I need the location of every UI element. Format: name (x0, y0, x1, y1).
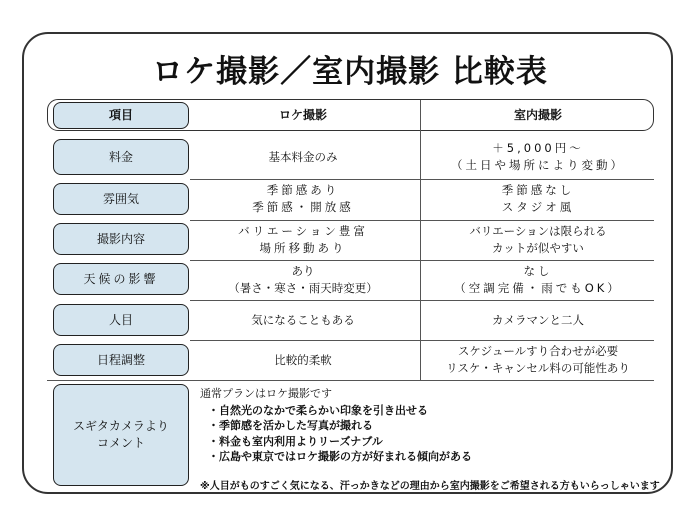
row-price-location: 基本料金のみ (268, 149, 338, 164)
row-content-location: バリエーション豊富 場所移動あり (238, 224, 368, 255)
comment-bullet: ・季節感を活かした写真が撮れる (208, 419, 373, 432)
row-divider (47, 380, 654, 381)
comment-block (200, 386, 665, 494)
comment-intro: 通常プランはロケ撮影です (200, 387, 332, 400)
comment-label: スギタカメラより コメント (53, 384, 189, 486)
header-location-shoot: ロケ撮影 (278, 108, 327, 122)
row-weather-indoor: なし （空調完備・雨でもOK） (454, 264, 622, 295)
row-weather-location: あり （暑さ・寒さ・雨天時変更） (228, 264, 378, 295)
comment-bullet: ・自然光のなかで柔らかい印象を引き出せる (208, 403, 428, 417)
row-atmosphere-location: 季節感あり 季節感・開放感 (252, 183, 354, 214)
page-title: ロケ撮影／室内撮影 比較表 (152, 54, 548, 90)
row-atmosphere-indoor: 季節感なし スタジオ風 (501, 183, 575, 214)
comment-bullet: ・料金も室内利用よりリーズナブル (208, 434, 383, 448)
row-schedule-indoor: スケジュールすり合わせが必要 リスケ・キャンセル料の可能性あり (446, 344, 630, 375)
column-divider (420, 100, 421, 380)
row-label-price: 料金 (53, 139, 189, 175)
row-label-weather: 天候の影響 (53, 263, 189, 295)
row-label-content: 撮影内容 (53, 223, 189, 255)
row-price-indoor: ＋5,000円〜 （土日や場所により変動） (451, 141, 625, 172)
row-public-eye-location: 気になることもある (251, 312, 355, 327)
row-label-public-eye: 人目 (53, 304, 189, 336)
comment-bullet: ・広島や東京ではロケ撮影の方が好まれる傾向がある (208, 450, 472, 463)
comment-note: ※人目がものすごく気になる、汗っかきなどの理由から室内撮影をご希望される方もいらっしゃいます (200, 480, 660, 492)
row-content-indoor: バリエーションは限られる カットが似やすい (469, 224, 607, 255)
header-item-label: 項目 (53, 102, 189, 129)
row-label-atmosphere: 雰囲気 (53, 183, 189, 215)
row-label-schedule: 日程調整 (53, 344, 189, 376)
header-indoor-shoot: 室内撮影 (513, 108, 562, 122)
row-public-eye-indoor: カメラマンと二人 (492, 312, 584, 327)
row-schedule-location: 比較的柔軟 (274, 352, 332, 367)
row-divider (190, 300, 654, 301)
